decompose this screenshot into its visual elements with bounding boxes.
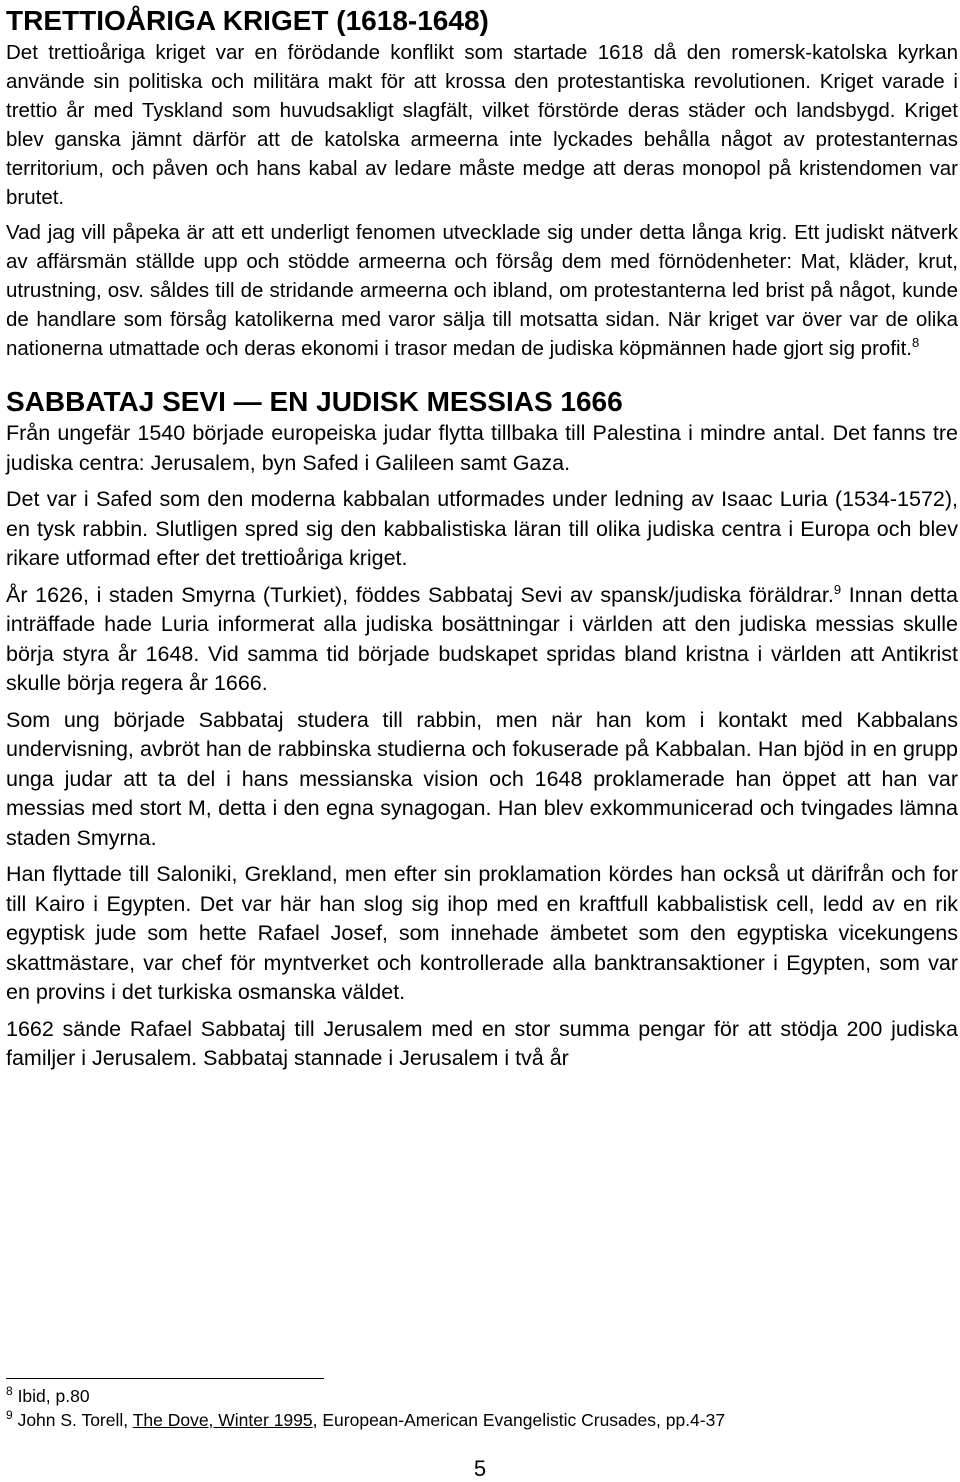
footnote-text: John S. Torell, — [17, 1410, 133, 1430]
section-body-thirty-years-war — [6, 38, 958, 363]
section-body-sabbataj-sevi — [6, 419, 958, 1074]
footnote-text: Ibid, p.80 — [17, 1386, 90, 1406]
paragraph: Han flyttade till Saloniki, Grekland, men efter sin proklamation kördes han också ut därifrån och for till Kairo i Egypten. Det var här han slog sig ihop med en kraftfull kabbalistisk cell, ledd av en rik egyptisk jude som hette Rafael Josef, som innehade ämbetet som den egyptiska vicekungens skattmästare, var chef för myntverket och kontrollerade alla banktransaktioner i Egypten, som var en provins i det turkiska osmanska väldet. — [6, 862, 958, 1004]
footnote — [6, 1408, 958, 1432]
footnote-ref[interactable]: 9 — [833, 581, 842, 597]
section-heading-sabbataj-sevi: SABBATAJ SEVI — EN JUDISK MESSIAS 1666 — [6, 386, 623, 417]
paragraph: 1662 sände Rafael Sabbataj till Jerusalem med en stor summa pengar för att stödja 200 judiska familjer i Jerusalem. Sabbataj stannade i Jerusalem i två år — [6, 1016, 958, 1070]
paragraph: Det var i Safed som den moderna kabbalan utformades under ledning av Isaac Luria (1534-1572), en tysk rabbin. Slutligen spred sig den kabbalistiska läran till olika judiska centra i Europa och blev rikare utformad efter det trettioåriga kriget. — [6, 487, 958, 570]
page-number: 5 — [473, 1456, 487, 1481]
paragraph — [6, 218, 958, 363]
footnote-number: 8 — [6, 1384, 13, 1399]
paragraph: Som ung började Sabbataj studera till rabbin, men när han kom i kontakt med Kabbalans undervisning, avbröt han de rabbinska studierna och fokuserade på Kabbalan. Han bjöd in en grupp unga judar att ta del i hans messianska vision och 1648 proklamerade han öppet att han var messias med stort M, detta i den egna synagogan. Han blev exkommunicerad och tvingades lämna staden Smyrna. — [6, 707, 958, 850]
paragraph: Det trettioåriga kriget var en förödande konflikt som startade 1618 då den romersk-katolska kyrkan använde sin politiska och militära makt för att krossa den protestantiska revolutionen. Kriget varade i trettio år med Tyskland som huvudsakligt slagfält, vilket förstörde deras städer och landsbygd. Kriget blev ganska jämnt därför att de katolska armeerna inte lyckades behålla något av protestanternas territorium, och påven och hans kabal av ledare måste medge att deras monopol på kristendomen var brutet. — [6, 41, 958, 209]
footnote-ref[interactable]: 8 — [911, 335, 920, 351]
document-page — [6, 0, 958, 1081]
footnote-divider — [6, 1378, 324, 1379]
footnote-number: 9 — [6, 1408, 13, 1423]
paragraph-text: Vad jag vill påpeka är att ett underligt fenomen utvecklade sig under detta långa krig. Ett judiskt nätverk av affärsmän ställde upp och stödde armeerna och försåg dem med förnödenheter: Mat, kläder, krut, utrustning, osv. såldes till de stridande armeerna och ibland, om protestanterna led brist på något, kunde de handlare som försåg katolikerna med varor sälja till motsatta sidan. När kriget var över var de olika nationerna utmattade och deras ekonomi i trasor medan de judiska köpmännen hade gjort sig profit. — [6, 221, 958, 360]
footnote-source-title: The Dove, Winter 1995 — [132, 1410, 313, 1430]
paragraph — [6, 581, 958, 699]
paragraph: Från ungefär 1540 började europeiska judar flytta tillbaka till Palestina i mindre antal. Det fanns tre judiska centra: Jerusalem, byn Safed i Galileen samt Gaza. — [6, 421, 958, 475]
footnote — [6, 1384, 958, 1408]
footnote-text: , European-American Evangelistic Crusades, pp.4-37 — [312, 1410, 726, 1430]
paragraph-text: År 1626, i staden Smyrna (Turkiet), föddes Sabbataj Sevi av spansk/judiska föräldrar. — [6, 582, 834, 607]
section-heading-thirty-years-war: TRETTIOÅRIGA KRIGET (1618-1648) — [6, 5, 489, 36]
paragraph-text: Innan detta inträffade hade Luria informerat alla judiska bosättningar i världen att den judiska messias skulle börja styra år 1648. Vid samma tid började budskapet spridas bland kristna i världen att Antikrist skulle börja regera år 1666. — [6, 582, 958, 695]
footnotes — [6, 1384, 958, 1432]
